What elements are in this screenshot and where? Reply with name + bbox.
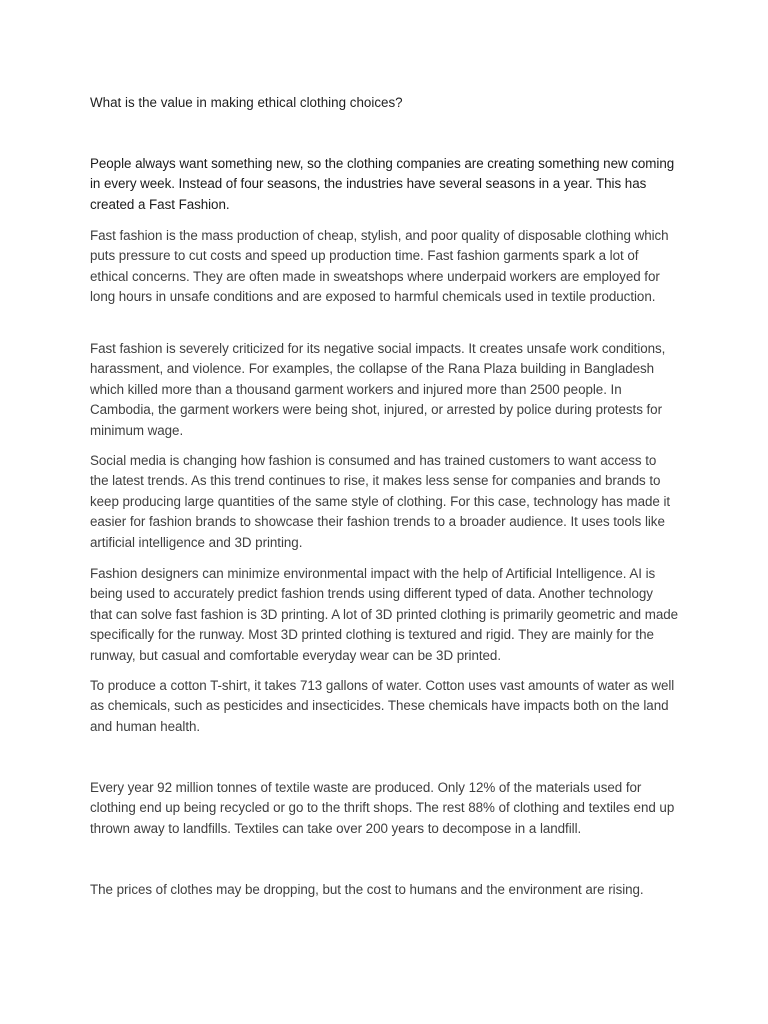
paragraph-social-media: Social media is changing how fashion is consumed and has trained customers to want access to the latest trends. As this trend continues to rise, it makes less sense for companies and brands to keep producing large quantities of the same style of clothing. For this case, technology has made it easier for fashion brands to showcase their fashion trends to a broader audience. It uses tools like artificial intelligence and 3D printing. (90, 453, 671, 550)
paragraph-cotton-water: To produce a cotton T-shirt, it takes 713 gallons of water. Cotton uses vast amounts of water as well as chemicals, such as pesticides and insecticides. These chemicals have impacts both on the land and human health. (90, 678, 675, 734)
paragraph-intro: People always want something new, so the clothing companies are creating something new coming in every week. Instead of four seasons, the industries have several seasons in a year. This has created a Fast Fashion. (90, 156, 675, 212)
document-title: What is the value in making ethical clothing choices? (90, 95, 403, 110)
document-page (90, 0, 678, 1024)
paragraph-fast-fashion-definition: Fast fashion is the mass production of cheap, stylish, and poor quality of disposable clothing which puts pressure to cut costs and speed up production time. Fast fashion garments spark a lot of ethical concerns. They are often made in sweatshops where underpaid workers are employed for long hours in unsafe conditions and are exposed to harmful chemicals used in textile production. (90, 228, 669, 305)
paragraph-technology: Fashion designers can minimize environmental impact with the help of Artificial Intelligence. AI is being used to accurately predict fashion trends using different typed of data. Another technology that can solve fast fashion is 3D printing. A lot of 3D printed clothing is primarily geometric and made specifically for the runway. Most 3D printed clothing is textured and rigid. They are mainly for the runway, but casual and comfortable everyday wear can be 3D printed. (90, 566, 679, 663)
paragraph-social-impacts: Fast fashion is severely criticized for its negative social impacts. It creates unsafe work conditions, harassment, and violence. For examples, the collapse of the Rana Plaza building in Bangladesh which killed more than a thousand garment workers and injured more than 2500 people. In Cambodia, the garment workers were being shot, injured, or arrested by police during protests for minimum wage. (90, 341, 666, 438)
paragraph-textile-waste: Every year 92 million tonnes of textile waste are produced. Only 12% of the materials used for clothing end up being recycled or go to the thrift shops. The rest 88% of clothing and textiles end up thrown away to landfills. Textiles can take over 200 years to decompose in a landfill. (90, 780, 675, 836)
paragraph-conclusion: The prices of clothes may be dropping, but the cost to humans and the environment are rising. (90, 882, 644, 897)
